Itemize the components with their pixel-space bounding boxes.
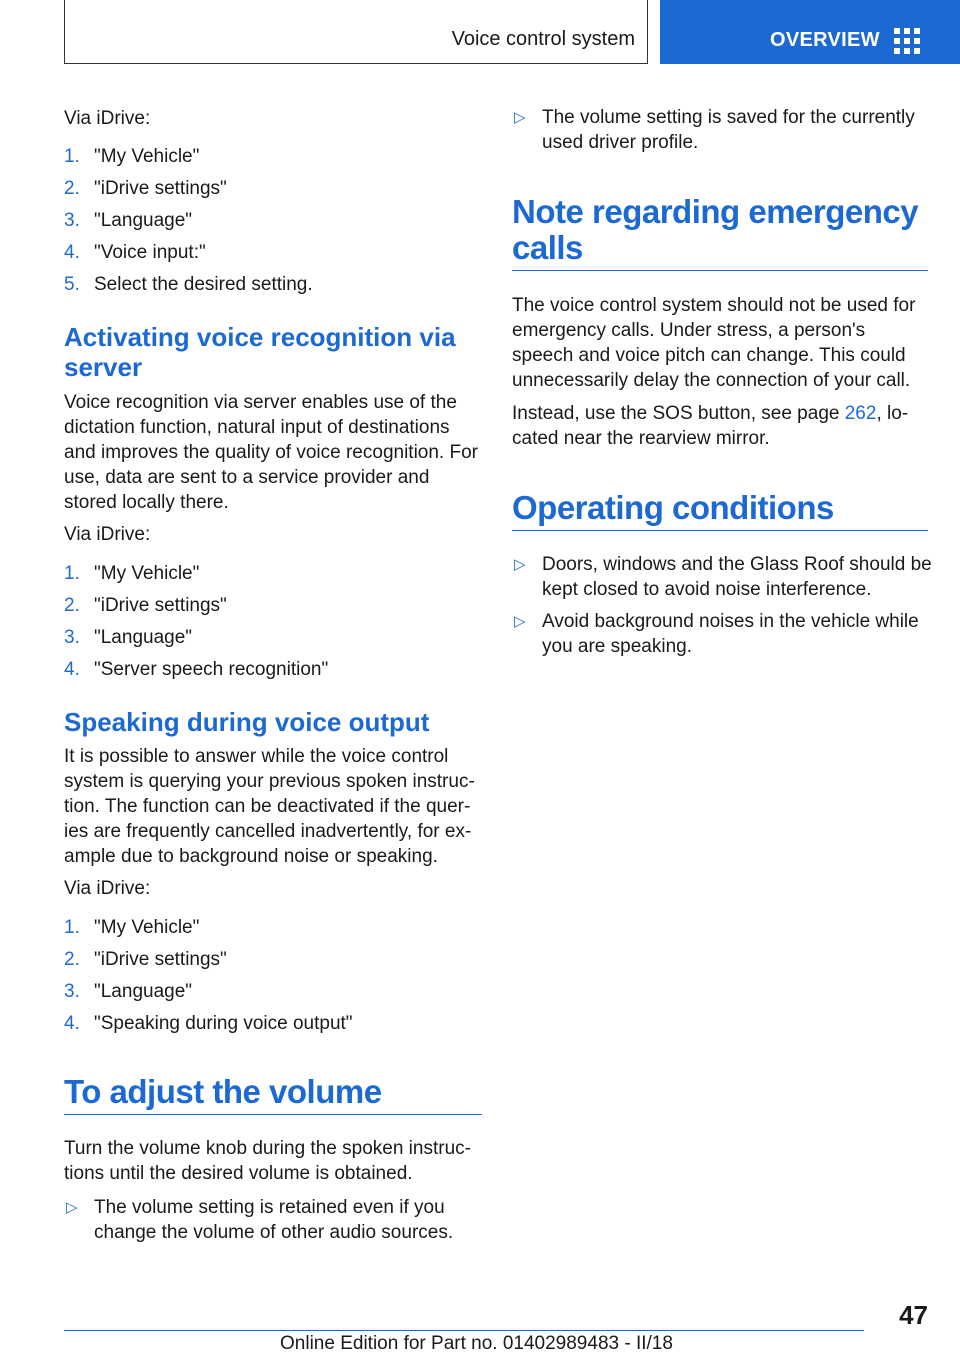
header-title-box	[64, 0, 648, 64]
heading-rule	[512, 530, 928, 531]
via-idrive-1: Via iDrive:	[64, 108, 151, 129]
via-idrive-2: Via iDrive:	[64, 524, 151, 545]
triangle-bullet-icon: ▷	[514, 556, 526, 573]
heading-adjust-volume: To adjust the volume	[64, 1073, 382, 1110]
heading-emergency-calls: Note regarding emergency calls	[512, 193, 919, 266]
heading-rule	[64, 1114, 482, 1115]
paragraph-emergency: The voice control system should not be used for emergency calls. Under stress, a person's speech and voice pitch can change. This could unnecessarily delay the connection of your call.	[512, 295, 916, 391]
page-reference-link[interactable]: 262	[844, 403, 877, 424]
paragraph-speaking: It is possible to answer while the voice control system is querying your previous spoken instruction. The function can be deactivated if the queries are frequently cancelled inadvertently, for example due to background noise or speaking.	[64, 746, 475, 867]
triangle-bullet-icon: ▷	[514, 613, 526, 630]
overview-tab[interactable]	[660, 0, 960, 64]
edition-text: Online Edition for Part no. 01402989483 - II/18	[280, 1333, 673, 1354]
grid-menu-icon	[894, 28, 920, 54]
footer-rule	[64, 1330, 864, 1331]
heading-activate-server: Activating voice recognition via server	[64, 322, 456, 382]
overview-label: OVERVIEW	[770, 29, 880, 51]
heading-speaking-voice-output: Speaking during voice output	[64, 707, 430, 737]
paragraph-activate-server: Voice recognition via server enables use of the dictation function, natural input of destinations and improves the quality of voice recognition. For use, data are sent to a service provider and stored locally there.	[64, 392, 478, 513]
triangle-bullet-icon: ▷	[514, 109, 526, 126]
page-number: 47	[899, 1300, 928, 1330]
triangle-bullet-icon: ▷	[66, 1199, 78, 1216]
section-title: Voice control system	[451, 28, 635, 50]
via-idrive-3: Via iDrive:	[64, 878, 151, 899]
paragraph-volume: Turn the volume knob during the spoken instructions until the desired volume is obtained.	[64, 1138, 471, 1184]
heading-rule	[512, 270, 928, 271]
heading-operating-conditions: Operating conditions	[512, 489, 834, 526]
paragraph-sos: Instead, use the SOS button, see page 262, located near the rearview mirror.	[512, 403, 909, 449]
